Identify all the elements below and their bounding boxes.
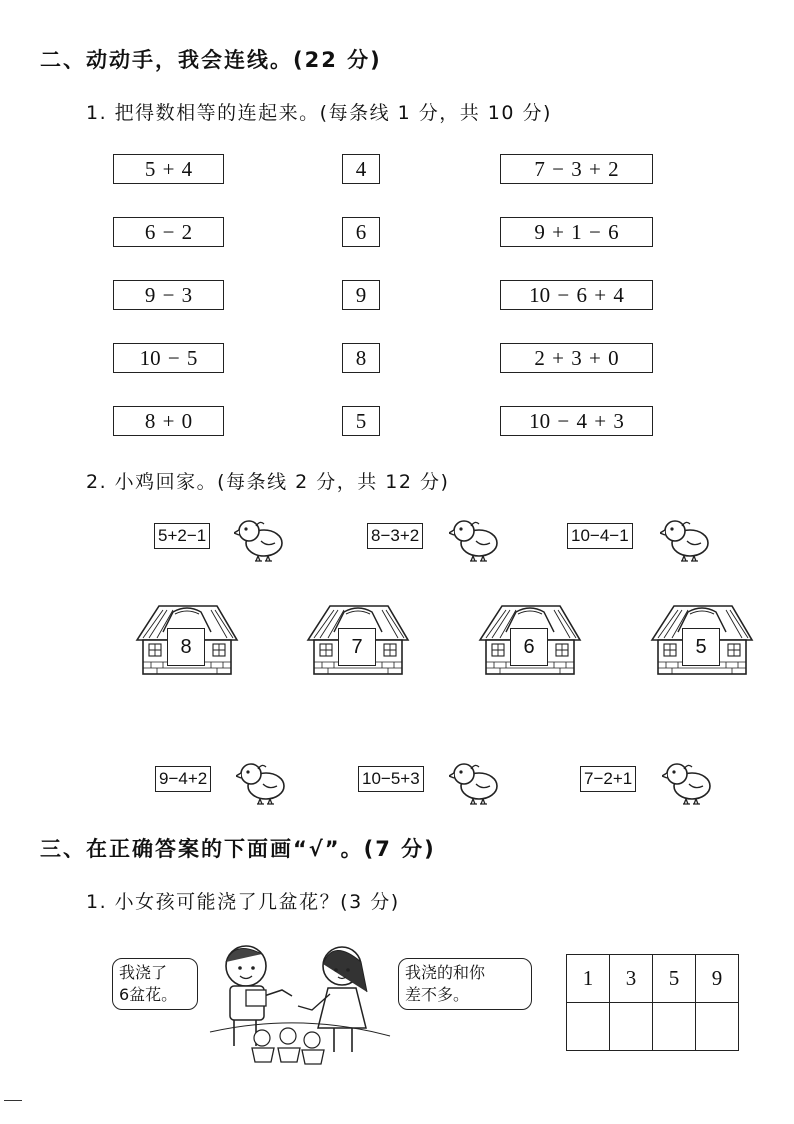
boy-speech-bubble (112, 958, 198, 1010)
house-number: 8 (167, 628, 205, 666)
page-mark (4, 1100, 22, 1101)
chick-expression[interactable]: 9−4+2 (155, 766, 211, 792)
girl-bubble-line: 差不多。 (405, 985, 470, 1004)
right-expr-box[interactable]: 7 − 3 + 2 (500, 154, 653, 184)
middle-number-box[interactable]: 8 (342, 343, 380, 373)
left-expr-box[interactable]: 8 + 0 (113, 406, 224, 436)
chick-icon[interactable] (449, 516, 503, 562)
right-expr-box[interactable]: 2 + 3 + 0 (500, 343, 653, 373)
section2-title: 二、动动手，我会连线。(22 分) (40, 48, 382, 72)
chick-icon[interactable] (660, 516, 714, 562)
s3-q1-title: 1. 小女孩可能浇了几盆花？(3 分) (86, 891, 400, 913)
left-expr-box[interactable]: 10 − 5 (113, 343, 224, 373)
chick-icon[interactable] (662, 759, 716, 805)
chick-expression[interactable]: 8−3+2 (367, 523, 423, 549)
chick-icon[interactable] (234, 516, 288, 562)
answer-options-table (566, 954, 739, 1051)
middle-number-box[interactable]: 9 (342, 280, 380, 310)
house-number: 7 (338, 628, 376, 666)
middle-number-box[interactable]: 4 (342, 154, 380, 184)
children-watering-illustration (200, 940, 400, 1070)
girl-speech-bubble (398, 958, 532, 1010)
chick-expression[interactable]: 5+2−1 (154, 523, 210, 549)
check-cell[interactable] (696, 1003, 739, 1051)
check-cell[interactable] (567, 1003, 610, 1051)
middle-number-box[interactable]: 5 (342, 406, 380, 436)
house[interactable] (650, 600, 754, 676)
house-number: 6 (510, 628, 548, 666)
house[interactable] (478, 600, 582, 676)
check-cell[interactable] (610, 1003, 653, 1051)
chick-icon[interactable] (236, 759, 290, 805)
option-cell: 1 (567, 955, 610, 1003)
chick-expression[interactable]: 10−5+3 (358, 766, 424, 792)
q2-title: 2. 小鸡回家。(每条线 2 分，共 12 分) (86, 471, 450, 493)
chick-expression[interactable]: 7−2+1 (580, 766, 636, 792)
chick-icon[interactable] (449, 759, 503, 805)
boy-bubble-line: 6盆花。 (119, 985, 178, 1004)
chick-expression[interactable]: 10−4−1 (567, 523, 633, 549)
right-expr-box[interactable]: 10 − 4 + 3 (500, 406, 653, 436)
option-cell: 9 (696, 955, 739, 1003)
left-expr-box[interactable]: 9 − 3 (113, 280, 224, 310)
left-expr-box[interactable]: 5 + 4 (113, 154, 224, 184)
middle-number-box[interactable]: 6 (342, 217, 380, 247)
girl-bubble-line: 我浇的和你 (405, 963, 486, 982)
option-cell: 5 (653, 955, 696, 1003)
check-cell[interactable] (653, 1003, 696, 1051)
boy-bubble-line: 我浇了 (119, 963, 168, 982)
option-cell: 3 (610, 955, 653, 1003)
house-number: 5 (682, 628, 720, 666)
q1-title: 1. 把得数相等的连起来。(每条线 1 分，共 10 分) (86, 102, 552, 124)
house[interactable] (306, 600, 410, 676)
section3-title: 三、在正确答案的下面画“√”。(7 分) (40, 837, 436, 861)
right-expr-box[interactable]: 10 − 6 + 4 (500, 280, 653, 310)
left-expr-box[interactable]: 6 − 2 (113, 217, 224, 247)
right-expr-box[interactable]: 9 + 1 − 6 (500, 217, 653, 247)
house[interactable] (135, 600, 239, 676)
